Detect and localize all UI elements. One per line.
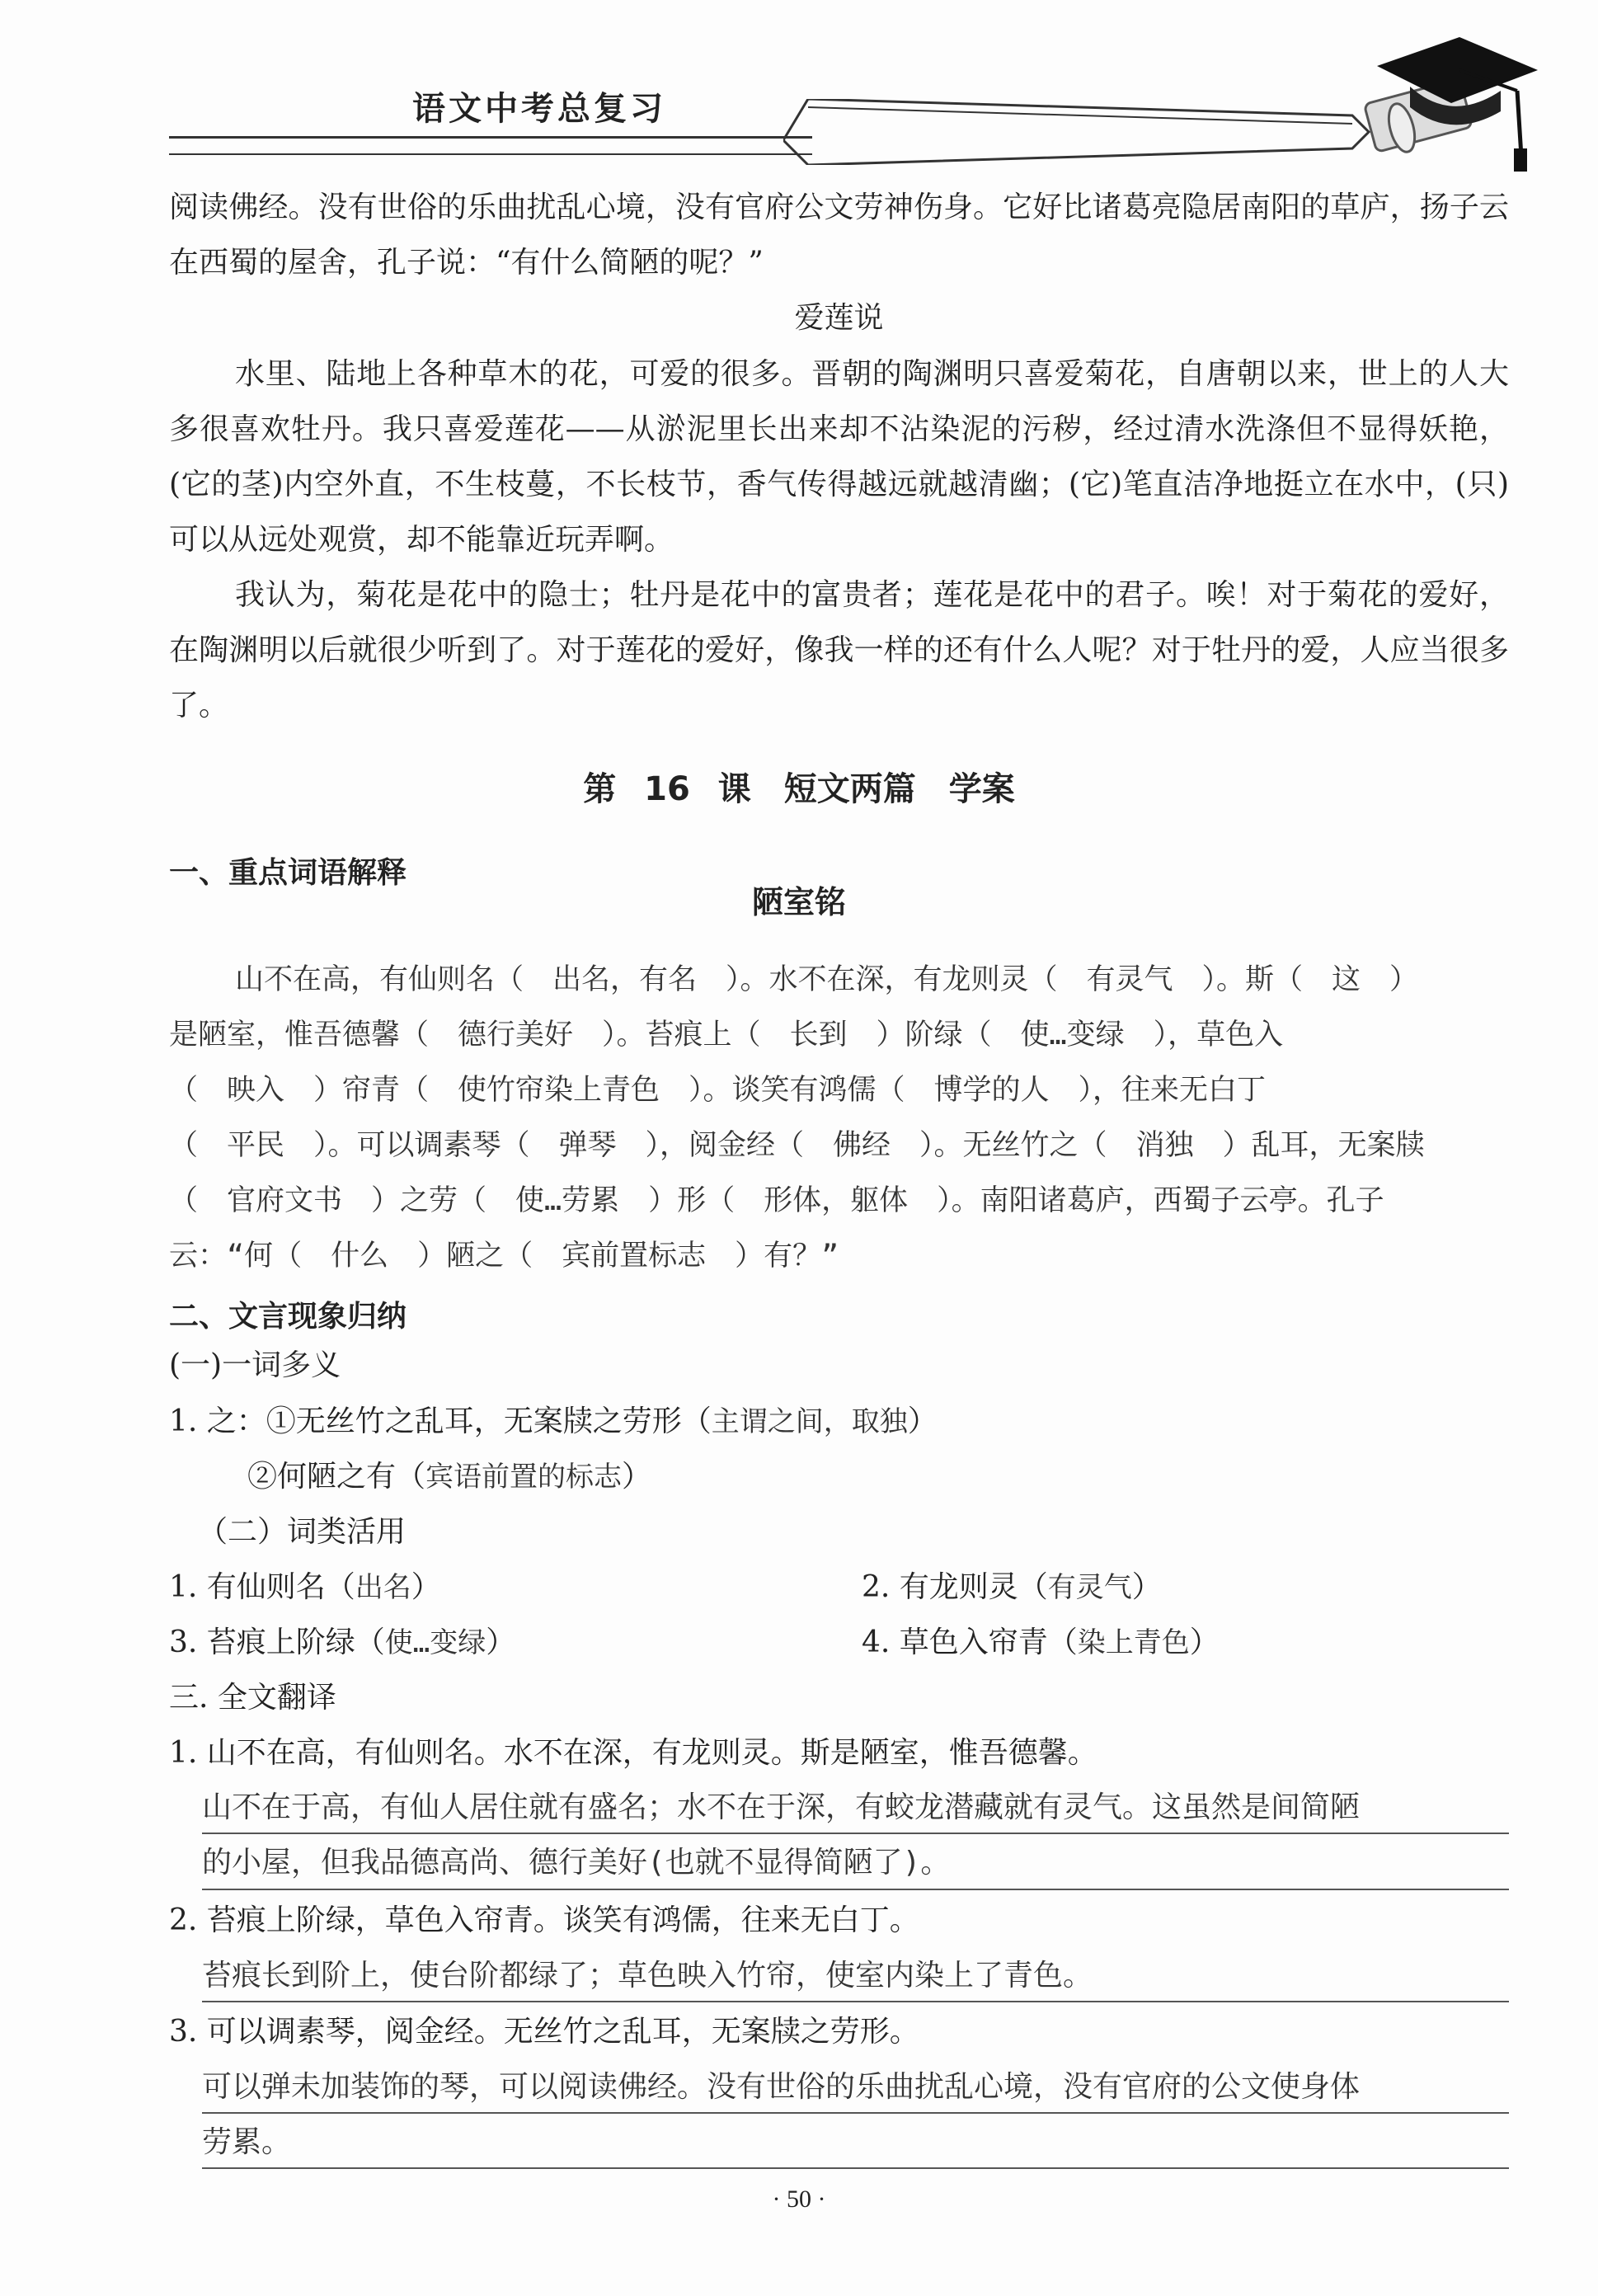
word-class-answer: 染上青色 bbox=[1077, 1626, 1190, 1659]
header-rule bbox=[169, 136, 812, 139]
word-class-close: ） bbox=[486, 1626, 516, 1659]
word-class-close: ） bbox=[1131, 1570, 1162, 1604]
word-class-answer: 出名 bbox=[355, 1571, 411, 1604]
page-number: · 50 · bbox=[772, 2185, 826, 2213]
word-class-item bbox=[862, 1560, 1162, 1616]
polysemy-item bbox=[169, 1394, 938, 1450]
word-class-question: 4. 草色入帘青（ bbox=[862, 1626, 1078, 1659]
translation-answer-line: 苔痕长到阶上，使台阶都绿了；草色映入竹帘，使室内染上了青色。 bbox=[202, 1959, 1093, 1993]
word-class-question: 3. 苔痕上阶绿（ bbox=[169, 1626, 385, 1659]
answer-underline bbox=[202, 2167, 1509, 2169]
polysemy-question: ②何陋之有（ bbox=[247, 1460, 426, 1494]
lesson-title: 第 16 课 短文两篇 学案 bbox=[583, 770, 1015, 808]
vocab-line: （ 映入 ）帘青（ 使竹帘染上青色 ）。谈笑有鸿儒（ 博学的人 ），往来无白丁 bbox=[169, 1074, 1267, 1107]
word-class-answer: 有灵气 bbox=[1047, 1571, 1132, 1604]
vocab-line: 云：“何（ 什么 ）陋之（ 宾前置标志 ）有？” bbox=[169, 1240, 839, 1273]
text-title-loushiming: 陋室铭 bbox=[751, 884, 846, 920]
header-rule bbox=[169, 153, 812, 155]
polysemy-answer: 宾语前置的标志 bbox=[425, 1461, 623, 1494]
vocab-line: 山不在高，有仙则名（ 出名，有名 ）。水不在深，有龙则灵（ 有灵气 ）。斯（ 这 ） bbox=[235, 963, 1419, 996]
word-class-close: ） bbox=[411, 1570, 441, 1604]
section-heading-phenomena: 二、文言现象归纳 bbox=[169, 1300, 407, 1334]
ailianshuo-para-1: 水里、陆地上各种草木的花，可爱的很多。晋朝的陶渊明只喜爱菊花，自唐朝以来，世上的人大多很喜欢牡丹。我只喜爱莲花——从淤泥里长出来却不沾染泥的污秽，经过清水洗涤但不显得妖艳，(它的茎)内空外直，不生枝蔓，不长枝节，香气传得越远就越清幽；(它)笔直洁净地挺立在水中，(只)可以从远处观赏，却不能靠近玩弄啊。 bbox=[169, 357, 1509, 557]
vocab-line: 是陋室，惟吾德馨（ 德行美好 ）。苔痕上（ 长到 ）阶绿（ 使…变绿 ），草色入 bbox=[169, 1019, 1284, 1052]
answer-underline bbox=[202, 2112, 1509, 2114]
polysemy-close: ） bbox=[907, 1404, 938, 1438]
answer-underline bbox=[202, 1833, 1509, 1834]
translation-answer-line: 山不在于高，有仙人居住就有盛名；水不在于深，有蛟龙潜藏就有灵气。这虽然是间简陋 bbox=[202, 1790, 1361, 1824]
polysemy-answer: 主谓之间，取独 bbox=[711, 1405, 908, 1438]
answer-underline bbox=[202, 1889, 1509, 1890]
translation-question: 2. 苔痕上阶绿，草色入帘青。谈笑有鸿儒，往来无白丁。 bbox=[169, 1903, 919, 1937]
translation-answer-line: 的小屋，但我品德高尚、德行美好(也就不显得简陋了)。 bbox=[202, 1846, 951, 1880]
word-class-item bbox=[169, 1615, 515, 1671]
translation-question: 1. 山不在高，有仙则名。水不在深，有龙则灵。斯是陋室，惟吾德馨。 bbox=[169, 1736, 1097, 1770]
translation-answer-line: 劳累。 bbox=[202, 2125, 292, 2159]
prev-translation-text: 阅读佛经。没有世俗的乐曲扰乱心境，没有官府公文劳神伤身。它好比诸葛亮隐居南阳的草庐，扬子云在西蜀的屋舍，孔子说：“有什么简陋的呢？” bbox=[169, 191, 1509, 280]
word-class-item bbox=[862, 1615, 1220, 1671]
word-class-question: 2. 有龙则灵（ bbox=[862, 1570, 1048, 1604]
vocab-line: （ 平民 ）。可以调素琴（ 弹琴 ），阅金经（ 佛经 ）。无丝竹之（ 消独 ）乱耳，无案牍 bbox=[169, 1129, 1425, 1162]
header-swoosh-decoration bbox=[783, 99, 1377, 165]
translation-answer-line: 可以弹未加装饰的琴，可以阅读佛经。没有世俗的乐曲扰乱心境，没有官府的公文使身体 bbox=[202, 2070, 1361, 2104]
word-class-answer: 使…变绿 bbox=[384, 1626, 486, 1659]
word-class-item bbox=[169, 1560, 441, 1616]
header-title: 语文中考总复习 bbox=[412, 89, 666, 128]
graduation-cap-icon bbox=[1352, 33, 1542, 173]
translation-question: 3. 可以调素琴，阅金经。无丝竹之乱耳，无案牍之劳形。 bbox=[169, 2015, 919, 2049]
polysemy-question: 1. 之：①无丝竹之乱耳，无案牍之劳形（ bbox=[169, 1404, 712, 1438]
ailianshuo-para-2: 我认为，菊花是花中的隐士；牡丹是花中的富贵者；莲花是花中的君子。唉！对于菊花的爱好，在陶渊明以后就很少听到了。对于莲花的爱好，像我一样的还有什么人呢？对于牡丹的爱，人应当很多了。 bbox=[169, 578, 1509, 722]
word-class-question: 1. 有仙则名（ bbox=[169, 1570, 355, 1604]
section-heading-translation: 三. 全文翻译 bbox=[169, 1681, 336, 1715]
answer-underline bbox=[202, 2001, 1509, 2002]
section-heading-vocab: 一、重点词语解释 bbox=[169, 856, 407, 890]
vocab-line: （ 官府文书 ）之劳（ 使…劳累 ）形（ 形体，躯体 ）。南阳诸葛庐，西蜀子云亭。孔子 bbox=[169, 1184, 1384, 1217]
polysemy-close: ） bbox=[622, 1460, 652, 1494]
word-class-close: ） bbox=[1189, 1626, 1220, 1659]
polysemy-item bbox=[247, 1449, 651, 1505]
ailianshuo-title: 爱莲说 bbox=[794, 301, 884, 335]
subsection-word-class: （二）词类活用 bbox=[198, 1515, 407, 1549]
subsection-polysemy: (一)一词多义 bbox=[169, 1348, 341, 1382]
